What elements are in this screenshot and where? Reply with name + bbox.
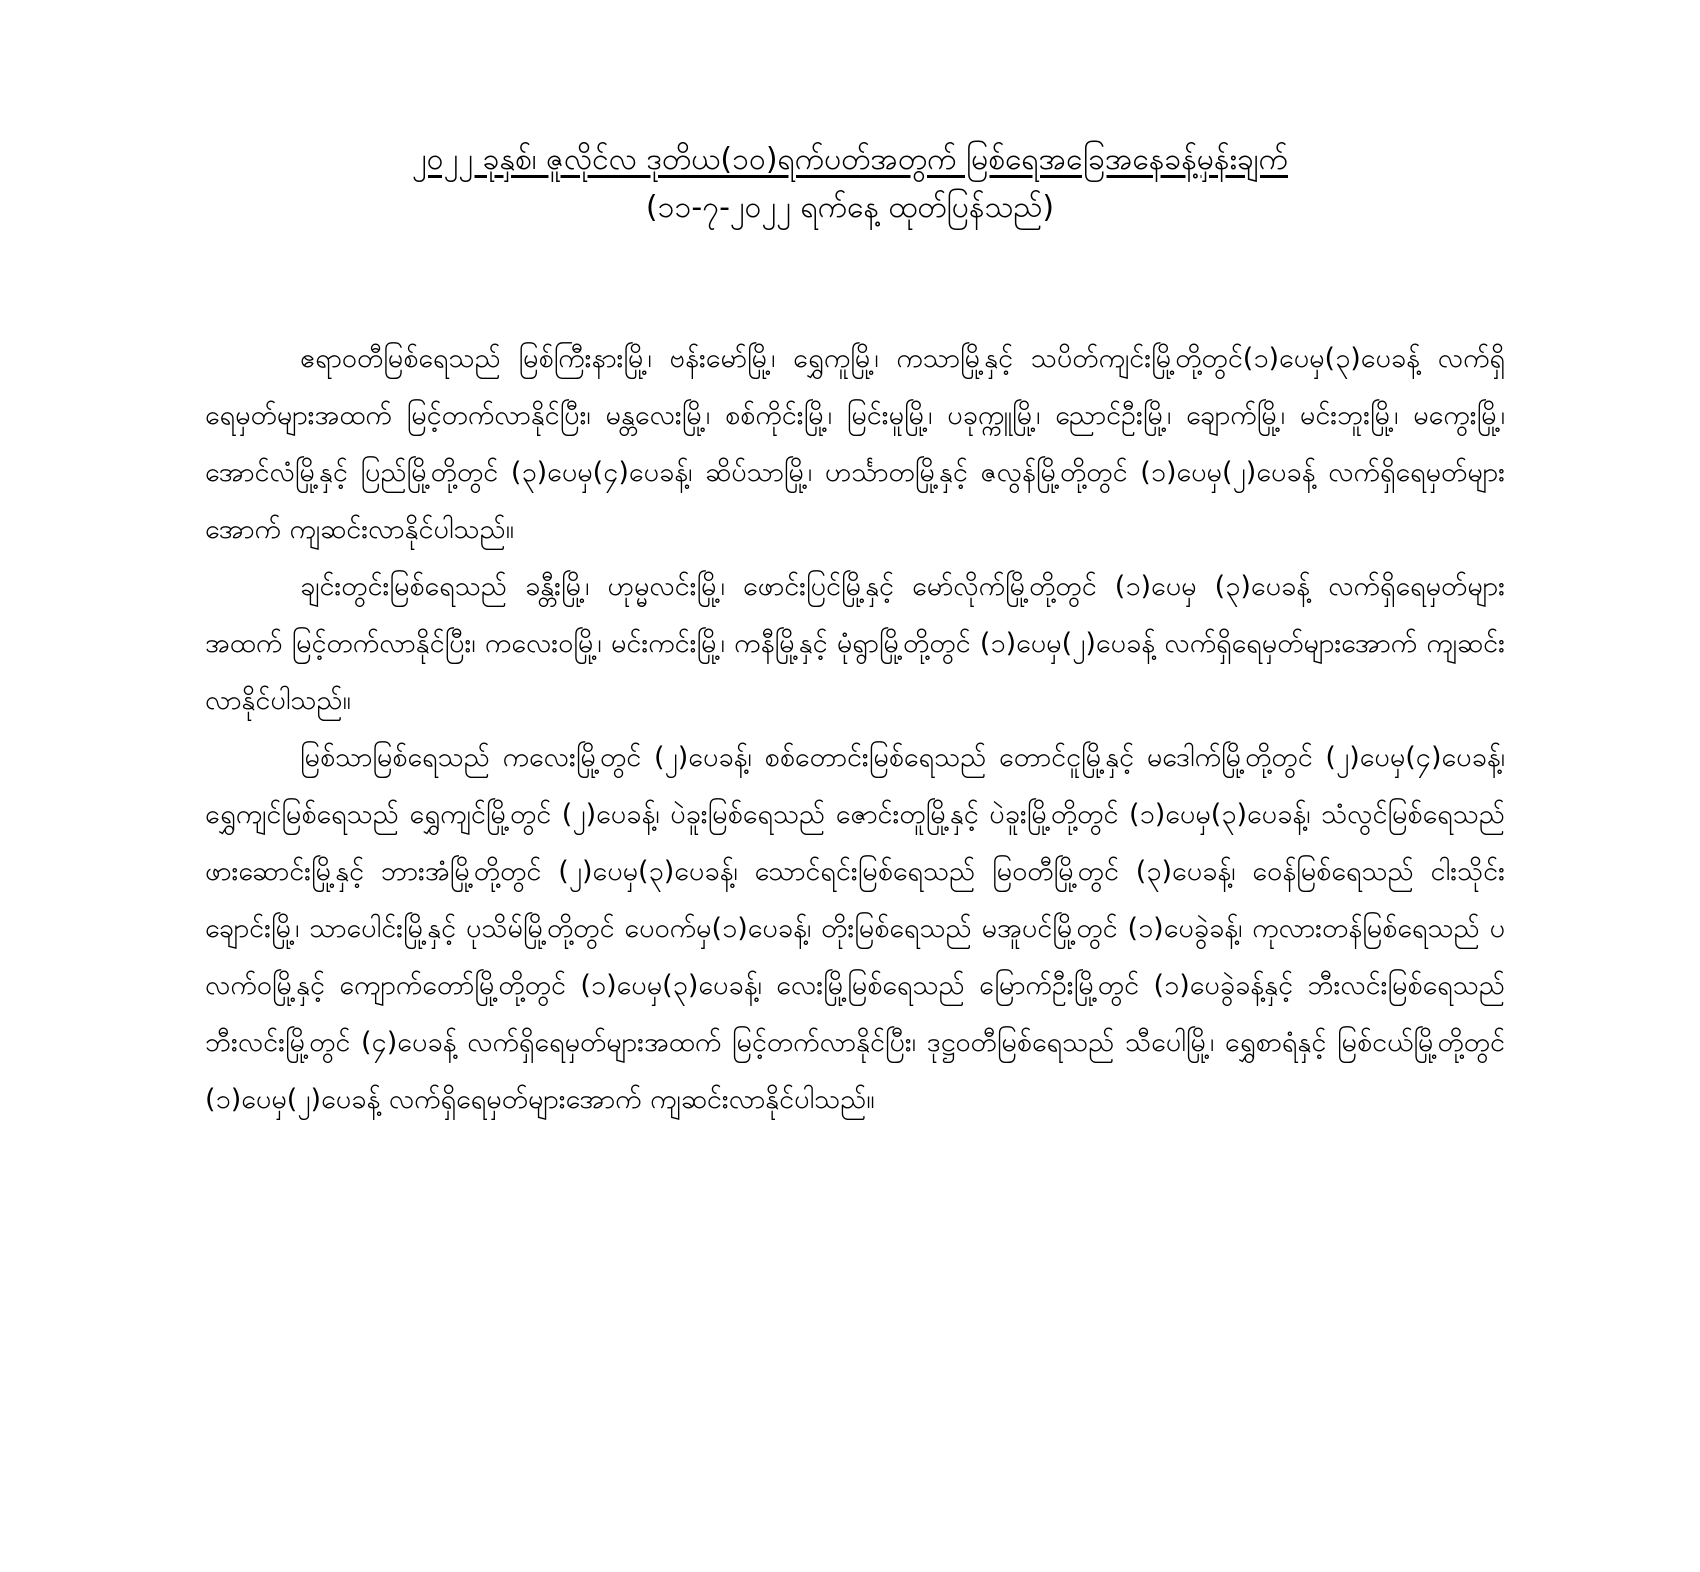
- document-title: ၂၀၂၂ ခုနှစ်၊ ဇူလိုင်လ ဒုတိယ(၁၀)ရက်ပတ်အတွက် မြစ်ရေအခြေအနေခန့်မှန်းချက်: [411, 142, 1288, 177]
- document-body: [205, 330, 1505, 1128]
- paragraph-chindwin: ချင်းတွင်းမြစ်ရေသည် ခန္တီးမြို့၊ ဟုမ္မလင်းမြို့၊ ဖောင်းပြင်မြို့နှင့် မော်လိုက်မြို့တို့တွင် (၁)ပေမှ (၃)ပေခန့် လက်ရှိရေမှတ်များအထက် မြင့်တက်လာနိုင်ပြီး၊ ကလေးဝမြို့၊ မင်းကင်းမြို့၊ ကနီမြို့နှင့် မုံရွာမြို့တို့တွင် (၁)ပေမှ(၂)ပေခန့် လက်ရှိရေမှတ်များအောက် ကျဆင်းလာနိုင်ပါသည်။: [205, 571, 1505, 716]
- document-subtitle: (၁၁-၇-၂၀၂၂ ရက်နေ့ ထုတ်ပြန်သည်): [645, 190, 1055, 225]
- paragraph-irrawaddy: ဧရာဝတီမြစ်ရေသည် မြစ်ကြီးနားမြို့၊ ဗန်းမော်မြို့၊ ရွှေကူမြို့၊ ကသာမြို့နှင့် သပိတ်ကျင်းမြို့တို့တွင်(၁)ပေမှ(၃)ပေခန့် လက်ရှိရေမှတ်များအထက် မြင့်တက်လာနိုင်ပြီး၊ မန္တလေးမြို့၊ စစ်ကိုင်းမြို့၊ မြင်းမူမြို့၊ ပခုက္ကူမြို့၊ ညောင်ဦးမြို့၊ ချောက်မြို့၊ မင်းဘူးမြို့၊ မကွေးမြို့၊ အောင်လံမြို့နှင့် ပြည်မြို့တို့တွင် (၃)ပေမှ(၄)ပေခန့်၊ ဆိပ်သာမြို့၊ ဟင်္သာတမြို့နှင့် ဇလွန်မြို့တို့တွင် (၁)ပေမှ(၂)ပေခန့် လက်ရှိရေမှတ်များအောက် ကျဆင်းလာနိုင်ပါသည်။: [205, 343, 1505, 545]
- paragraph-other-rivers: မြစ်သာမြစ်ရေသည် ကလေးမြို့တွင် (၂)ပေခန့်၊ စစ်တောင်းမြစ်ရေသည် တောင်ငူမြို့နှင့် မဒေါက်မြို့တို့တွင် (၂)ပေမှ(၄)ပေခန့်၊ ရွှေကျင်မြစ်ရေသည် ရွှေကျင်မြို့တွင် (၂)ပေခန့်၊ ပဲခူးမြစ်ရေသည် ဇောင်းတူမြို့နှင့် ပဲခူးမြို့တို့တွင် (၁)ပေမှ(၃)ပေခန့်၊ သံလွင်မြစ်ရေသည် ဖားဆောင်းမြို့နှင့် ဘားအံမြို့တို့တွင် (၂)ပေမှ(၃)ပေခန့်၊ သောင်ရင်းမြစ်ရေသည် မြဝတီမြို့တွင် (၃)ပေခန့်၊ ဝေန်မြစ်ရေသည် ငါးသိုင်းချောင်းမြို့၊ သာပေါင်းမြို့နှင့် ပုသိမ်မြို့တို့တွင် ပေဝက်မှ(၁)ပေခန့်၊ တိုးမြစ်ရေသည် မအူပင်မြို့တွင် (၁)ပေခွဲခန့်၊ ကုလားတန်မြစ်ရေသည် ပလက်ဝမြို့နှင့် ကျောက်တော်မြို့တို့တွင် (၁)ပေမှ(၃)ပေခန့်၊ လေးမြို့မြစ်ရေသည် မြောက်ဦးမြို့တွင် (၁)ပေခွဲခန့်နှင့် ဘီးလင်းမြစ်ရေသည် ဘီးလင်းမြို့တွင် (၄)ပေခန့် လက်ရှိရေမှတ်များအထက် မြင့်တက်လာနိုင်ပြီး၊ ဒုဋ္ဌဝတီမြစ်ရေသည် သီပေါမြို့၊ ရွှေစာရံနှင့် မြစ်ငယ်မြို့တို့တွင် (၁)ပေမှ(၂)ပေခန့် လက်ရှိရေမှတ်များအောက် ကျဆင်းလာနိုင်ပါသည်။: [205, 742, 1505, 1115]
- title-block: [200, 138, 1500, 230]
